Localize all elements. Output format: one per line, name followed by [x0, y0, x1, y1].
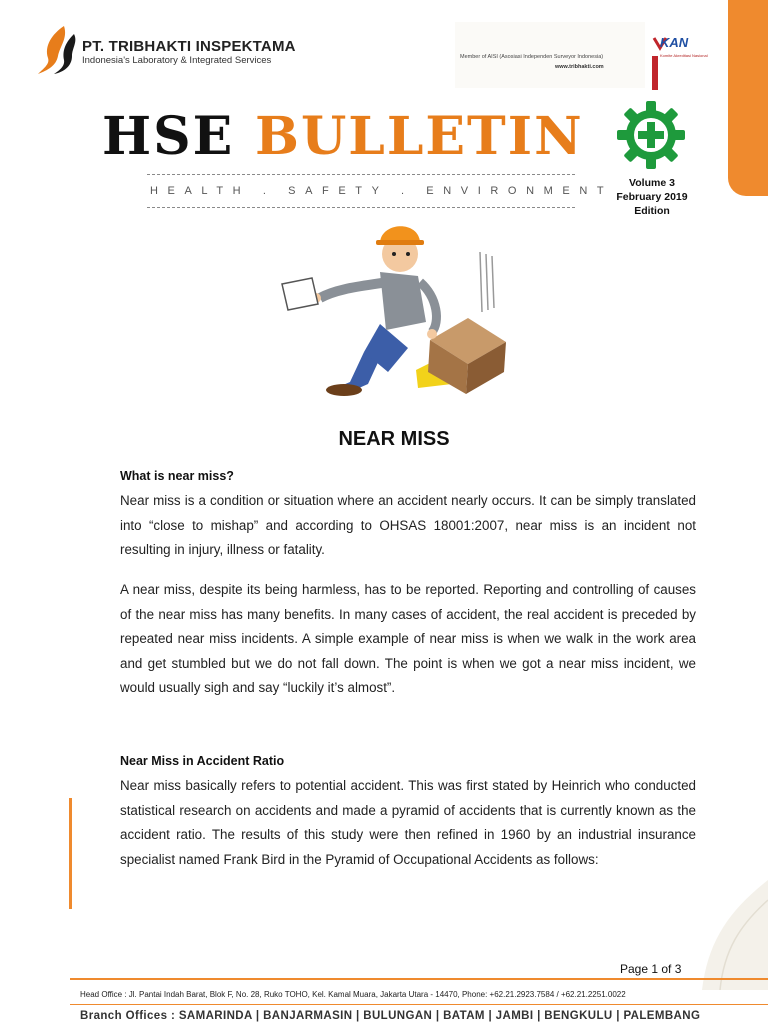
footer-rule: [70, 1004, 768, 1005]
branch-offices: Branch Offices : SAMARINDA | BANJARMASIN | BULUNGAN | BATAM | JAMBI | BENGKULU | PALEMBANG: [80, 1010, 701, 1022]
edition-label: February 2019 Edition: [616, 191, 688, 217]
dashed-divider-top: [147, 174, 575, 175]
company-tagline: Indonesia's Laboratory & Integrated Services: [82, 55, 272, 66]
kan-subtitle: Komite Akreditasi Nasional: [660, 53, 708, 58]
paragraph-text: Near miss is a condition or situation where an accident nearly occurs. It can be simply translated into “close to mishap” and according to OHSAS 18001:2007, near miss is an incident not resulting in injury, illness or fatality.: [120, 493, 696, 557]
flame-logo-icon: [34, 24, 80, 76]
section-heading: What is near miss?: [120, 469, 234, 483]
company-name: PT. TRIBHAKTI INSPEKTAMA: [82, 38, 296, 55]
decorative-tab: [728, 0, 768, 196]
kan-title: KAN: [660, 35, 689, 50]
website-link[interactable]: www.tribhakti.com: [555, 64, 604, 70]
edition-info: [598, 176, 706, 218]
decorative-swoosh: [690, 880, 768, 990]
bulletin-title-hse: HSE: [102, 106, 235, 167]
page-number: Page 1 of 3: [620, 962, 682, 976]
green-gear-cross-icon: [612, 100, 690, 170]
footer-rule: [70, 978, 768, 980]
near-miss-illustration: [268, 212, 518, 412]
paragraph-text: A near miss, despite its being harmless, has to be reported. Reporting and controlling of causes of the near miss has many benefits. In many cases of accident, the real accident is preceded by repeated near miss incidents. A simple example of near miss is when we walk in the work area and get stumbled but we do not fall down. The point is when we got a near miss incident, we would usually sigh and say “luckily it’s almost”.: [120, 582, 696, 695]
paragraph-text: Near miss basically refers to potential accident. This was first stated by Heinrich who conducted statistical research on accidents and made a pyramid of accidents that is currently known as the accident ratio. The results of this study were then refined in 1960 by an industrial insurance specialist named Frank Bird in the Pyramid of Occupational Accidents as follows:: [120, 778, 696, 867]
article-title: NEAR MISS: [338, 428, 450, 450]
head-office-address: Head Office : Jl. Pantai Indah Barat, Blok F, No. 28, Ruko TOHO, Kel. Kamal Muara, Jakarta Utara - 14470, Phone: +62.21.2923.7584 / +62.21.2251.0022: [80, 990, 626, 999]
volume-label: Volume 3: [629, 177, 675, 189]
paragraph: [120, 774, 696, 872]
section-heading: Near Miss in Accident Ratio: [120, 754, 285, 768]
paragraph: [120, 489, 696, 563]
dashed-divider-bottom: [147, 207, 575, 208]
decorative-side-rule: [69, 798, 72, 909]
bulletin-title-bulletin: BULLETIN: [255, 106, 584, 167]
membership-text: Member of AISI (Asosiasi Independen Surveyor Indonesia): [460, 54, 604, 60]
paragraph: [120, 578, 696, 701]
masthead-tagline: HEALTH . SAFETY . ENVIRONMENT: [150, 185, 614, 197]
